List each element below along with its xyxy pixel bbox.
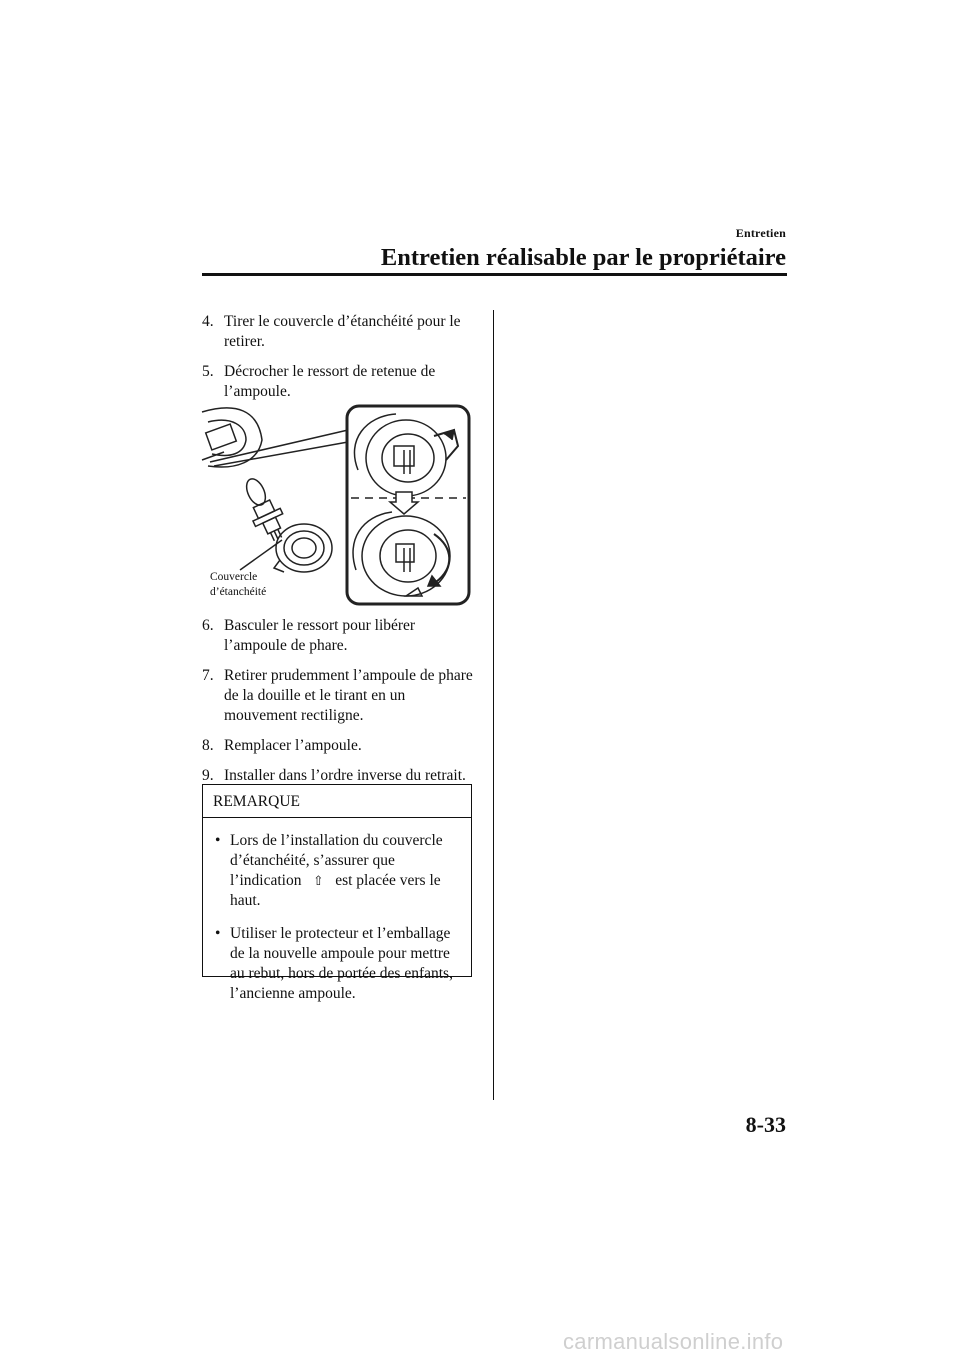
step-number: 6. (202, 617, 214, 634)
steps-bottom (202, 616, 477, 796)
headlight-bulb-illustration (196, 400, 476, 610)
step-text: Installer dans l’ordre inverse du retrait. (224, 767, 466, 784)
step-number: 8. (202, 737, 214, 754)
column-divider (493, 310, 494, 1100)
seal-cover-label (210, 570, 266, 600)
watermark: carmanualsonline.info (563, 1329, 784, 1354)
up-arrow-icon: ⇧ (312, 873, 324, 888)
step-8 (202, 736, 477, 756)
step-5 (202, 362, 477, 402)
step-number: 4. (202, 313, 214, 330)
step-text: Tirer le couvercle d’étanchéité pour le retirer. (224, 313, 461, 350)
step-text: Basculer le ressort pour libérer l’ampoule de phare. (224, 617, 416, 654)
note-title: REMARQUE (203, 785, 471, 818)
header-rule (202, 273, 787, 276)
step-7 (202, 666, 477, 726)
step-number: 7. (202, 667, 214, 684)
step-9 (202, 766, 477, 786)
note-box (202, 784, 472, 1002)
step-number: 9. (202, 767, 214, 784)
step-6 (202, 616, 477, 656)
note-body (203, 818, 471, 1004)
step-4 (202, 312, 477, 352)
label-line: d’étanchéité (210, 586, 267, 598)
note-item-text: Utiliser le protecteur et l’emballage de la nouvelle ampoule pour mettre au rebut, hors de portée des enfants, l’ancienne ampoule. (230, 925, 453, 1002)
label-line: Couvercle (210, 571, 258, 583)
bullet-dot: • (215, 832, 221, 849)
step-text: Décrocher le ressort de retenue de l’ampoule. (224, 363, 436, 400)
step-number: 5. (202, 363, 214, 380)
page-number: 8-33 (745, 1112, 786, 1137)
bullet-dot: • (215, 925, 221, 942)
section-label: Entretien (735, 226, 786, 240)
note-item-text: Lors de l’installation du couvercle d’étanchéité, s’assurer que l’indication (230, 832, 443, 889)
step-text: Retirer prudemment l’ampoule de phare de la douille et le tirant en un mouvement rectiligne. (224, 667, 473, 724)
note-item (215, 831, 461, 911)
step-text: Remplacer l’ampoule. (224, 737, 362, 754)
note-item (215, 924, 461, 1004)
note-item-text: est placée vers le haut. (230, 872, 441, 909)
steps-top (202, 312, 477, 412)
page-title: Entretien réalisable par le propriétaire (380, 244, 786, 271)
